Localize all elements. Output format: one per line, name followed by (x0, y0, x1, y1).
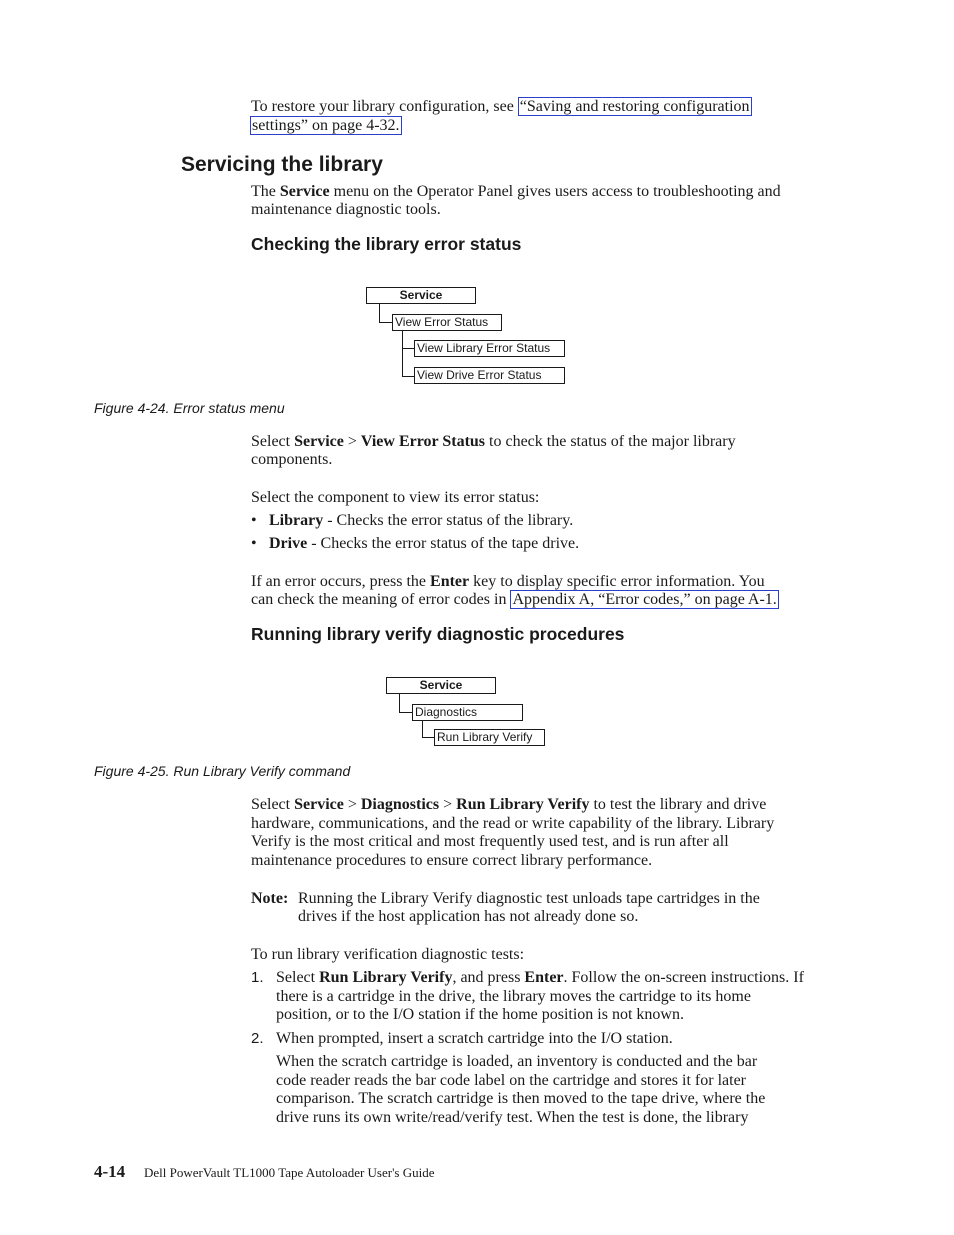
menu-view-error-status-box: View Error Status (392, 314, 502, 331)
verify-p1-line4: maintenance procedures to ensure correct library performance. (251, 852, 653, 869)
note-line1: Running the Library Verify diagnostic test unloads tape cartridges in the (298, 890, 760, 907)
section-title: Servicing the library (181, 153, 383, 176)
step1-line2: there is a cartridge in the drive, the library moves the cartridge to its home (276, 988, 751, 1005)
saving-restoring-link[interactable]: “Saving and restoring configuration (519, 98, 750, 115)
step2-para-line4: drive runs its own write/read/verify test. When the test is done, the library (276, 1109, 749, 1126)
step1-line1: Select Run Library Verify, and press Enter. Follow the on-screen instructions. If (276, 969, 804, 986)
section-intro-line2: maintenance diagnostic tools. (251, 201, 441, 218)
section-intro-line1: The Service menu on the Operator Panel gives users access to troubleshooting and (251, 183, 781, 200)
menu-service-box: Service (366, 287, 476, 304)
step2-number: 2. (251, 1030, 264, 1047)
menu-service-box: Service (386, 677, 496, 694)
error-occurs-line2: can check the meaning of error codes in Appendix A, “Error codes,” on page A-1. (251, 591, 777, 608)
bullet-icon: • (251, 512, 257, 529)
intro-paragraph-line2 (250, 117, 402, 136)
verify-p1-line1: Select Service > Diagnostics > Run Library Verify to test the library and drive (251, 796, 767, 813)
footer-doc-title: Dell PowerVault TL1000 Tape Autoloader User's Guide (144, 1165, 435, 1180)
saving-restoring-link-cont[interactable]: settings” on page 4-32. (252, 117, 400, 134)
step2-line1: When prompted, insert a scratch cartridge into the I/O station. (276, 1030, 673, 1047)
menu-view-library-error-box: View Library Error Status (414, 340, 565, 357)
verify-p1-line3: Verify is the most critical and most frequently used test, and is run after all (251, 833, 729, 850)
step2-para-line3: comparison. The scratch cartridge is then moved to the tape drive, where the (276, 1090, 766, 1107)
steps-intro: To run library verification diagnostic tests: (251, 946, 525, 963)
step2-para-line1: When the scratch cartridge is loaded, an inventory is conducted and the bar (276, 1053, 758, 1070)
component-intro: Select the component to view its error status: (251, 489, 540, 506)
step2-para-line2: code reader reads the bar code label on the cartridge and stores it for later (276, 1072, 746, 1089)
bullet-drive: • Drive - Checks the error status of the tape drive. (251, 535, 580, 552)
note-label: Note: (251, 890, 289, 907)
bullet-library: • Library - Checks the error status of the library. (251, 512, 574, 529)
bullet-icon: • (251, 535, 257, 552)
intro-paragraph: To restore your library configuration, see “Saving and restoring configuration (251, 98, 750, 115)
step1-number: 1. (251, 969, 264, 986)
verify-heading: Running library verify diagnostic procedures (251, 624, 625, 644)
menu-run-library-verify-box: Run Library Verify (434, 729, 545, 746)
error-status-select-line1: Select Service > View Error Status to check the status of the major library (251, 433, 736, 450)
step1-line3: position, or to the I/O station if the home position is not known. (276, 1006, 684, 1023)
page-number: 4-14 (94, 1162, 126, 1181)
menu-connector (399, 694, 413, 713)
error-occurs-line1: If an error occurs, press the Enter key to display specific error information. You (251, 573, 765, 590)
error-status-heading: Checking the library error status (251, 234, 522, 254)
menu-view-drive-error-box: View Drive Error Status (414, 367, 565, 384)
note-line2: drives if the host application has not already done so. (298, 908, 639, 925)
menu-connector (379, 304, 393, 323)
figure-caption-4-24: Figure 4-24. Error status menu (94, 400, 285, 416)
menu-diagnostics-box: Diagnostics (412, 704, 523, 721)
appendix-a-link[interactable]: Appendix A, “Error codes,” on page A-1. (512, 591, 777, 608)
figure-caption-4-25: Figure 4-25. Run Library Verify command (94, 763, 351, 779)
error-status-select-line2: components. (251, 451, 333, 468)
verify-p1-line2: hardware, communications, and the read or write capability of the library. Library (251, 815, 775, 832)
